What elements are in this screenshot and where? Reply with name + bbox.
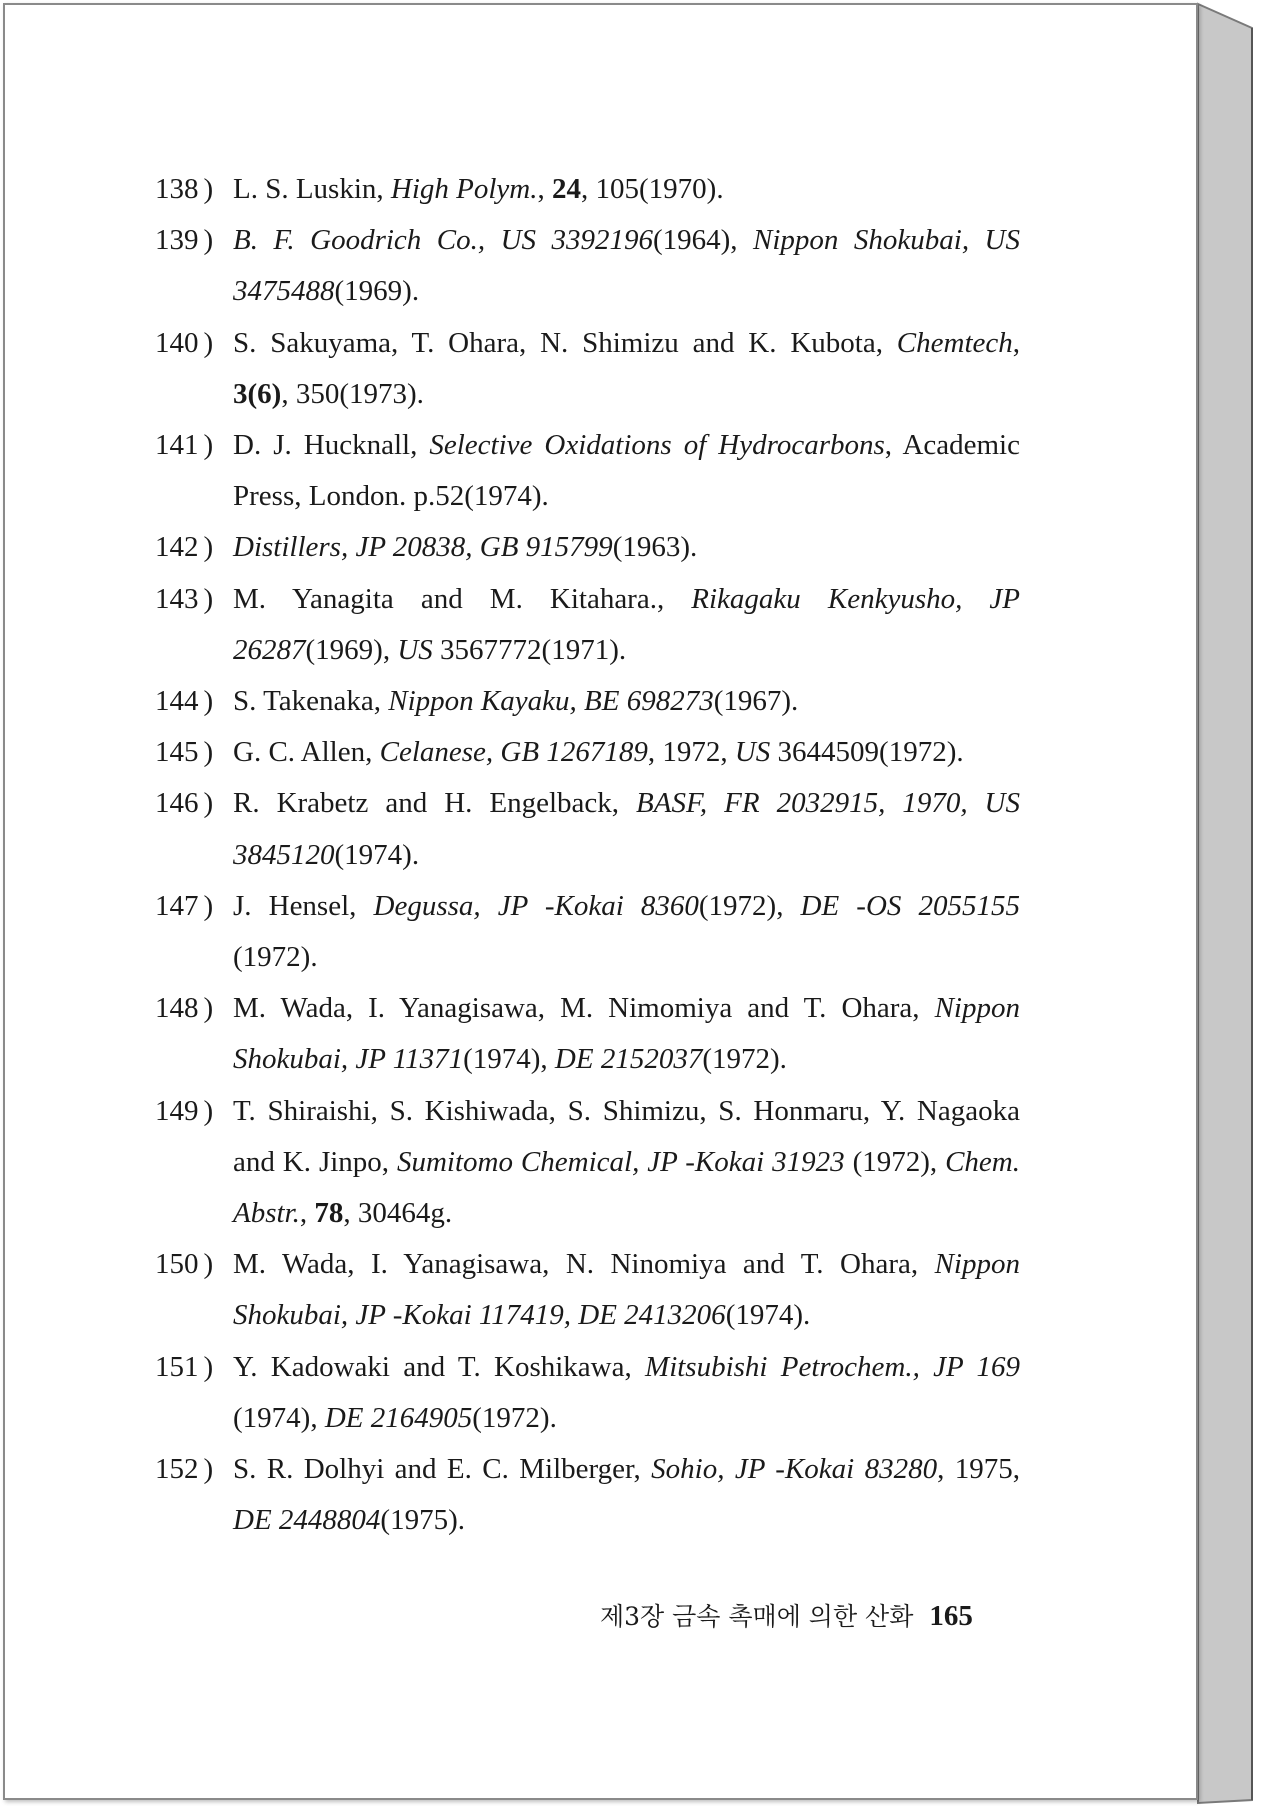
- reference-text: M. Wada, I. Yanagisawa, N. Ninomiya and T. Ohara, Nippon Shokubai, JP -Kokai 117419, DE 2413206(1974).: [233, 1248, 1020, 1332]
- reference-number: 141 ): [155, 429, 214, 462]
- reference-item: [155, 881, 1020, 983]
- reference-item: [155, 318, 1020, 420]
- reference-item: [155, 727, 1020, 778]
- reference-item: [155, 983, 1020, 1085]
- reference-text: L. S. Luskin, High Polym., 24, 105(1970).: [233, 173, 724, 205]
- reference-text: Y. Kadowaki and T. Koshikawa, Mitsubishi Petrochem., JP 169 (1974), DE 2164905(1972).: [233, 1350, 1020, 1434]
- reference-number: 148 ): [155, 992, 214, 1025]
- page-footer: [600, 1597, 973, 1633]
- reference-text: G. C. Allen, Celanese, GB 1267189, 1972, US 3644509(1972).: [233, 736, 964, 769]
- reference-number: 147 ): [155, 889, 214, 922]
- reference-text: S. Takenaka, Nippon Kayaku, BE 698273(1967).: [233, 685, 799, 718]
- reference-item: [155, 420, 1020, 522]
- reference-item: [155, 164, 1020, 215]
- reference-item: [155, 522, 1020, 573]
- reference-text: M. Yanagita and M. Kitahara., Rikagaku Kenkyusho, JP 26287(1969), US 3567772(1971).: [233, 582, 1020, 666]
- reference-text: S. Sakuyama, T. Ohara, N. Shimizu and K. Kubota, Chemtech, 3(6), 350(1973).: [233, 326, 1020, 410]
- reference-item: [155, 778, 1020, 880]
- reference-item: [155, 1342, 1020, 1444]
- reference-number: 144 ): [155, 685, 214, 718]
- reference-text: S. R. Dolhyi and E. C. Milberger, Sohio, JP -Kokai 83280, 1975, DE 2448804(1975).: [233, 1453, 1020, 1537]
- reference-text: B. F. Goodrich Co., US 3392196(1964), Nippon Shokubai, US 3475488(1969).: [233, 224, 1020, 308]
- reference-number: 139 ): [155, 224, 214, 257]
- reference-number: 151 ): [155, 1350, 214, 1383]
- reference-text: Distillers, JP 20838, GB 915799(1963).: [233, 531, 698, 564]
- reference-number: 150 ): [155, 1248, 214, 1281]
- reference-list: [155, 164, 1020, 1546]
- chapter-title: 제3장 금속 촉매에 의한 산화: [600, 1602, 914, 1631]
- reference-number: 140 ): [155, 326, 214, 359]
- reference-item: [155, 1239, 1020, 1341]
- reference-text: M. Wada, I. Yanagisawa, M. Nimomiya and T. Ohara, Nippon Shokubai, JP 11371(1974), DE 2152037(1972).: [233, 992, 1020, 1076]
- reference-number: 145 ): [155, 736, 214, 769]
- reference-number: 149 ): [155, 1094, 214, 1127]
- reference-number: 152 ): [155, 1453, 214, 1486]
- reference-item: [155, 1444, 1020, 1546]
- reference-number: 146 ): [155, 787, 214, 820]
- reference-item: [155, 676, 1020, 727]
- page-number: 165: [929, 1600, 973, 1632]
- reference-item: [155, 574, 1020, 676]
- reference-item: [155, 1086, 1020, 1240]
- reference-text: J. Hensel, Degussa, JP -Kokai 8360(1972), DE -OS 2055155 (1972).: [233, 889, 1020, 974]
- reference-text: T. Shiraishi, S. Kishiwada, S. Shimizu, S. Honmaru, Y. Nagaoka and K. Jinpo, Sumitomo Chemical, JP -Kokai 31923 (1972), Chem. Abstr., 78, 30464g.: [233, 1094, 1020, 1230]
- reference-number: 138 ): [155, 173, 214, 205]
- reference-number: 143 ): [155, 582, 214, 615]
- reference-text: R. Krabetz and H. Engelback, BASF, FR 2032915, 1970, US 3845120(1974).: [233, 787, 1020, 871]
- reference-number: 142 ): [155, 531, 214, 564]
- book-side-panel: [1198, 4, 1252, 1803]
- reference-item: [155, 215, 1020, 317]
- reference-text: D. J. Hucknall, Selective Oxidations of Hydrocarbons, Academic Press, London. p.52(1974).: [233, 429, 1020, 513]
